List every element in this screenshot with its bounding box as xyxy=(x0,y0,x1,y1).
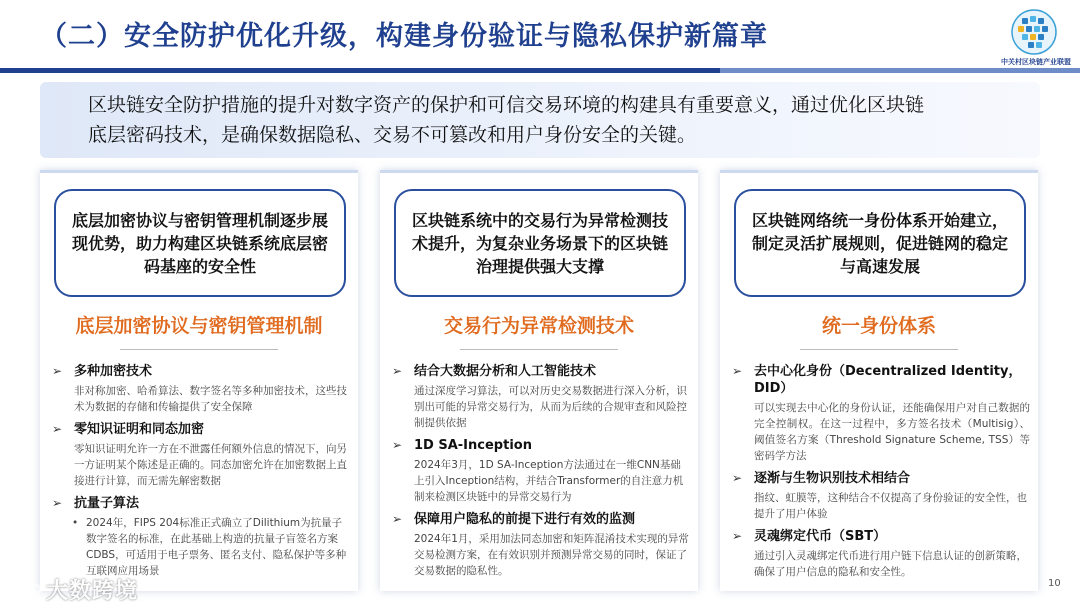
column-divider xyxy=(460,349,618,350)
list-item-body: 可以实现去中心化的身份认证，还能确保用户对自己数据的完全控制权。在这一过程中，多方签名技术（Multisig）、阈值签名方案（Threshold Signature Scheme, TSS）等密码学方法 xyxy=(754,402,1030,462)
column-title: 交易行为异常检测技术 xyxy=(443,315,634,337)
watermark xyxy=(8,574,138,604)
list-item-body: 2024年1月，采用加法同态加密和矩阵混淆技术实现的异常交易检测方案，在有效识别并预测异常交易的同时，保证了交易数据的隐私性。 xyxy=(414,533,689,577)
title-underline-dark xyxy=(0,68,720,73)
list-item-heading: ➢ 去中心化身份（Decentralized Identity，DID） xyxy=(732,364,1022,396)
list-item-body: 零知识证明允许一方在不泄露任何额外信息的情况下，向另一方证明某个陈述是正确的。同态加密允许在加密数据上直接进行计算，而无需先解密数据 xyxy=(74,443,347,487)
list-item-heading: ➢ 灵魂绑定代币（SBT） xyxy=(732,529,887,544)
column-anomaly-detection xyxy=(380,170,698,591)
list-item-heading: ➢ 抗量子算法 xyxy=(52,496,140,511)
column-divider xyxy=(800,349,958,350)
list-item-heading: ➢ 结合大数据分析和人工智能技术 xyxy=(392,364,597,379)
arrow-marker-icon: ➢ xyxy=(732,529,743,543)
column-head-box xyxy=(394,189,686,297)
column-divider xyxy=(120,349,278,350)
arrow-marker-icon: ➢ xyxy=(392,512,403,526)
arrow-marker-icon: ➢ xyxy=(732,364,743,378)
watermark-logo-icon xyxy=(8,577,42,601)
list-item-heading: ➢ 1D SA-Inception xyxy=(392,438,532,453)
column-items xyxy=(52,359,350,579)
list-item-heading: ➢ 多种加密技术 xyxy=(52,364,153,379)
list-item-body: 通过深度学习算法，可以对历史交易数据进行深入分析，识别出可能的异常交易行为，从而为后续的合规审查和风险控制提供依据 xyxy=(414,385,687,429)
arrow-marker-icon: ➢ xyxy=(732,471,743,485)
arrow-marker-icon: ➢ xyxy=(52,364,63,378)
list-item-heading: ➢ 保障用户隐私的前提下进行有效的监测 xyxy=(392,512,636,527)
column-head-box xyxy=(54,189,346,297)
list-item-body: 2024年3月，1D SA-Inception方法通过在一维CNN基础上引入Inception结构，并结合Transformer的自注意力机制来检测区块链中的异常交易行为 xyxy=(414,459,684,503)
intro-text xyxy=(88,90,1008,150)
intro-line-2: 底层密码技术，是确保数据隐私、交易不可篡改和用户身份安全的关键。 xyxy=(88,124,697,146)
column-title: 底层加密协议与密钥管理机制 xyxy=(75,315,323,337)
column-head-text: 底层加密协议与密钥管理机制逐步展现优势，助力构建区块链系统底层密码基座的安全性 xyxy=(71,210,328,276)
list-item-body: 通过引入灵魂绑定代币进行用户链下信息认证的创新策略，确保了用户信息的隐私和安全性。 xyxy=(754,550,1027,578)
column-items xyxy=(392,359,690,585)
arrow-marker-icon: ➢ xyxy=(392,438,403,452)
column-identity xyxy=(720,170,1038,591)
arrow-marker-icon: ➢ xyxy=(392,364,403,378)
watermark-text: 大数跨境 xyxy=(46,578,139,604)
logo-caption: 中关村区块链产业联盟 xyxy=(1001,58,1071,66)
page-title: （二）安全防护优化升级，构建身份验证与隐私保护新篇章 xyxy=(40,21,768,52)
arrow-marker-icon: ➢ xyxy=(52,496,63,510)
list-item-body: 非对称加密、哈希算法、数字签名等多种加密技术，这些技术为数据的存储和传输提供了安全保障 xyxy=(74,385,347,413)
page-number: 10 xyxy=(1048,578,1061,589)
column-items xyxy=(732,359,1030,586)
column-title: 统一身份体系 xyxy=(821,315,936,337)
list-item-body: 指纹、虹膜等，这种结合不仅提高了身份验证的安全性，也提升了用户体验 xyxy=(754,492,1027,520)
column-head-text: 区块链网络统一身份体系开始建立，制定灵活扩展规则，促进链网的稳定与高速发展 xyxy=(751,210,1008,276)
intro-banner xyxy=(40,82,1040,158)
list-item-heading: ➢ 逐渐与生物识别技术相结合 xyxy=(732,471,911,486)
arrow-marker-icon: ➢ xyxy=(52,422,63,436)
column-encryption xyxy=(40,170,358,591)
title-underline-light xyxy=(720,68,1080,73)
list-item-bullet: • 2024年，FIPS 204标准正式确立了Dilithium为抗量子数字签名的标准，在此基础上构造的抗量子盲签名方案CDBS，可适用于电子票务、匿名支付、隐私保护等多种互联网应用场景 xyxy=(72,517,347,577)
column-head-box xyxy=(734,189,1026,297)
intro-line-1: 区块链安全防护措施的提升对数字资产的保护和可信交易环境的构建具有重要意义，通过优化区块链 xyxy=(88,94,925,116)
list-item-heading: ➢ 零知识证明和同态加密 xyxy=(52,422,205,437)
column-head-text: 区块链系统中的交易行为异常检测技术提升，为复杂业务场景下的区块链治理提供强大支撑 xyxy=(411,210,668,276)
bullet-dot-icon: • xyxy=(72,517,79,529)
